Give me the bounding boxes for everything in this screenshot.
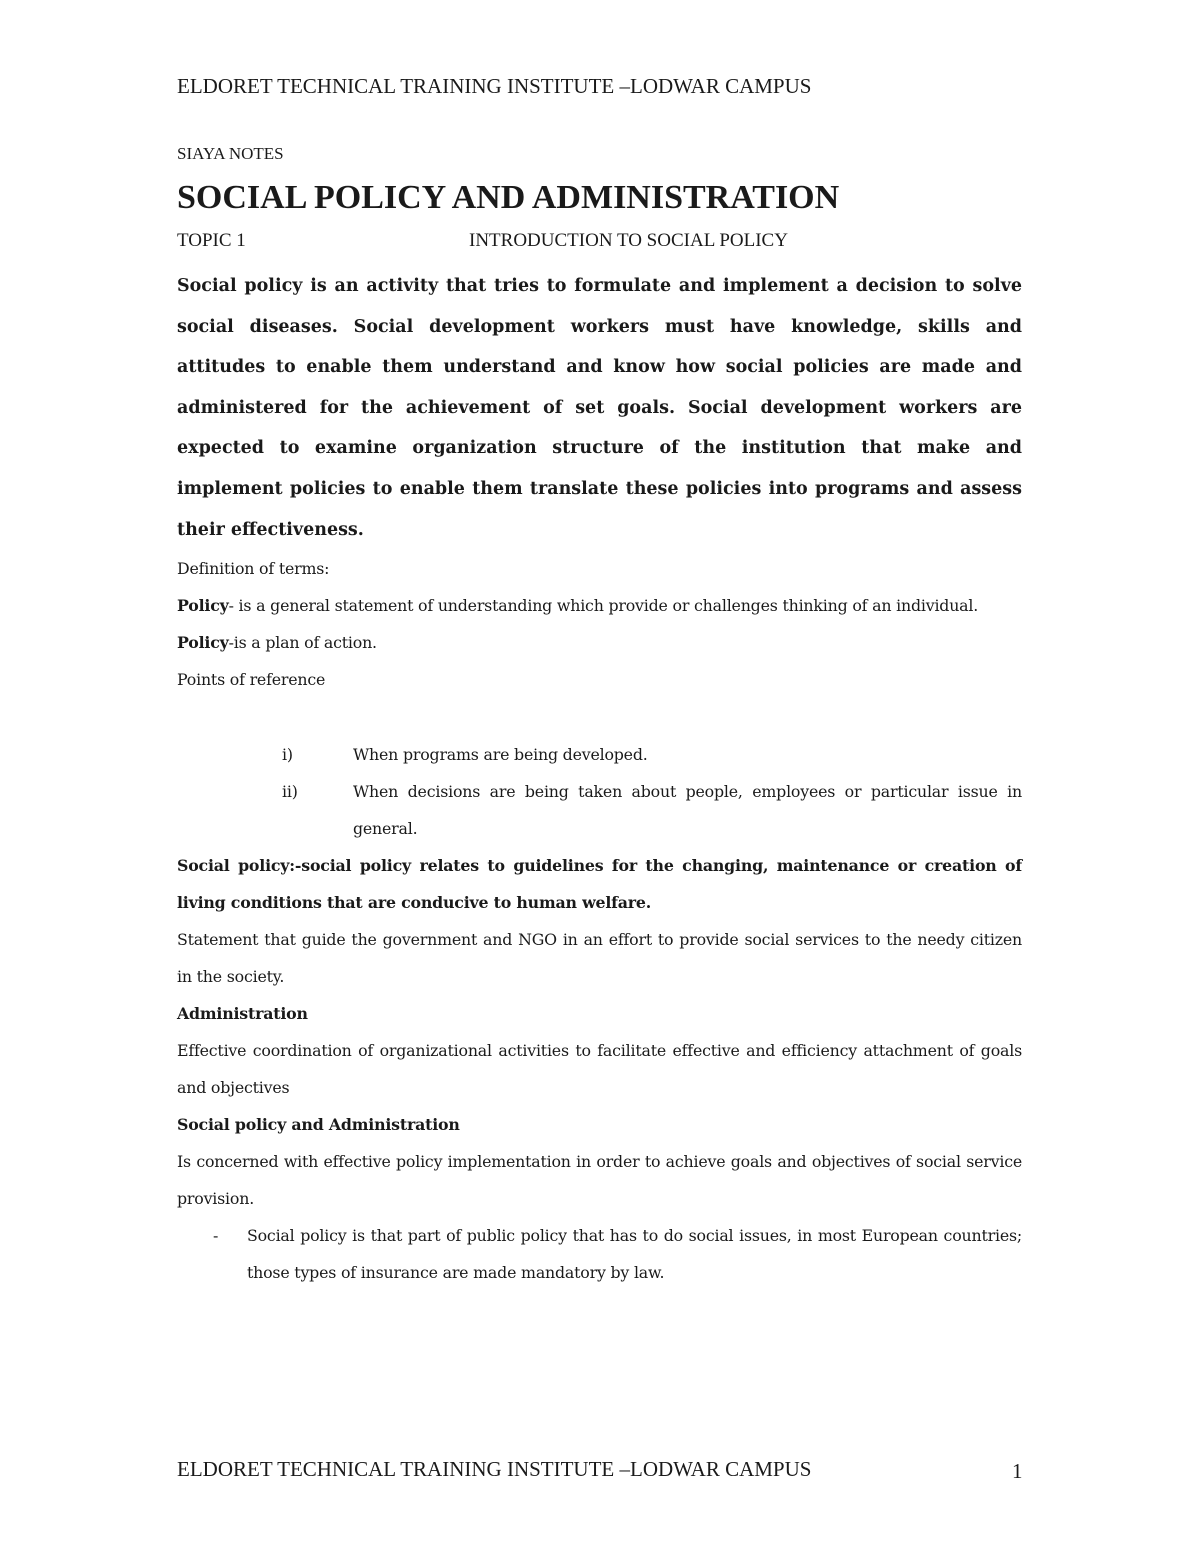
intro-paragraph: Social policy is an activity that tries to formulate and implement a decision to solve social diseases. Social development workers must have knowledge, skills and attitudes to enable them understand and know how social policies are made and administered for the achievement of set goals. Social development workers are expected to examine organization structure of the institution that make and implement policies to enable them translate these policies into programs and assess their effectiveness. [177, 276, 1022, 540]
list-item-text: When programs are being developed. [353, 745, 648, 765]
policy-definition-1 [177, 587, 1022, 624]
definition-heading: Definition of terms: [177, 559, 330, 579]
policy-definition-2 [177, 624, 1022, 661]
points-list [177, 736, 1022, 847]
statement-paragraph: Statement that guide the government and NGO in an effort to provide social services to the needy citizen in the society. [177, 930, 1022, 987]
topic-number: TOPIC 1 [177, 230, 246, 251]
page-header: ELDORET TECHNICAL TRAINING INSTITUTE –LODWAR CAMPUS [177, 74, 812, 98]
policy-definition-2-text: -is a plan of action. [228, 633, 377, 653]
social-policy-definition: Social policy:-social policy relates to guidelines for the changing, maintenance or creation of living conditions that are conducive to human welfare. [177, 856, 1022, 913]
administration-heading: Administration [177, 1004, 308, 1024]
topic-title: INTRODUCTION TO SOCIAL POLICY [469, 230, 788, 251]
dash-bullet: - [213, 1226, 219, 1246]
policy-definition-1-text: - is a general statement of understanding which provide or challenges thinking of an individual. [228, 596, 979, 616]
spa-heading: Social policy and Administration [177, 1115, 460, 1135]
list-item-number: i) [282, 745, 293, 765]
page-number: 1 [1012, 1459, 1023, 1483]
topic-heading [177, 230, 1022, 258]
page-footer: ELDORET TECHNICAL TRAINING INSTITUTE –LODWAR CAMPUS [177, 1457, 812, 1481]
list-item-text: Social policy is that part of public policy that has to do social issues, in most European countries; those types of insurance are made mandatory by law. [247, 1226, 1022, 1283]
points-heading: Points of reference [177, 670, 326, 690]
dash-list [177, 1217, 1022, 1291]
administration-paragraph: Effective coordination of organizational activities to facilitate effective and efficiency attachment of goals and objectives [177, 1041, 1022, 1098]
list-item-number: ii) [282, 782, 298, 802]
spa-paragraph: Is concerned with effective policy implementation in order to achieve goals and objectives of social service provision. [177, 1152, 1022, 1209]
spacer [177, 698, 1022, 736]
policy-term-1: Policy [177, 596, 229, 616]
policy-term-2: Policy [177, 633, 229, 653]
list-item [177, 773, 1022, 847]
list-item [177, 1217, 1022, 1291]
notes-label: SIAYA NOTES [177, 144, 284, 163]
document-title: SOCIAL POLICY AND ADMINISTRATION [177, 179, 840, 216]
list-item-text: When decisions are being taken about people, employees or particular issue in general. [353, 782, 1022, 839]
page-content [177, 140, 1022, 1291]
list-item [177, 736, 1022, 773]
